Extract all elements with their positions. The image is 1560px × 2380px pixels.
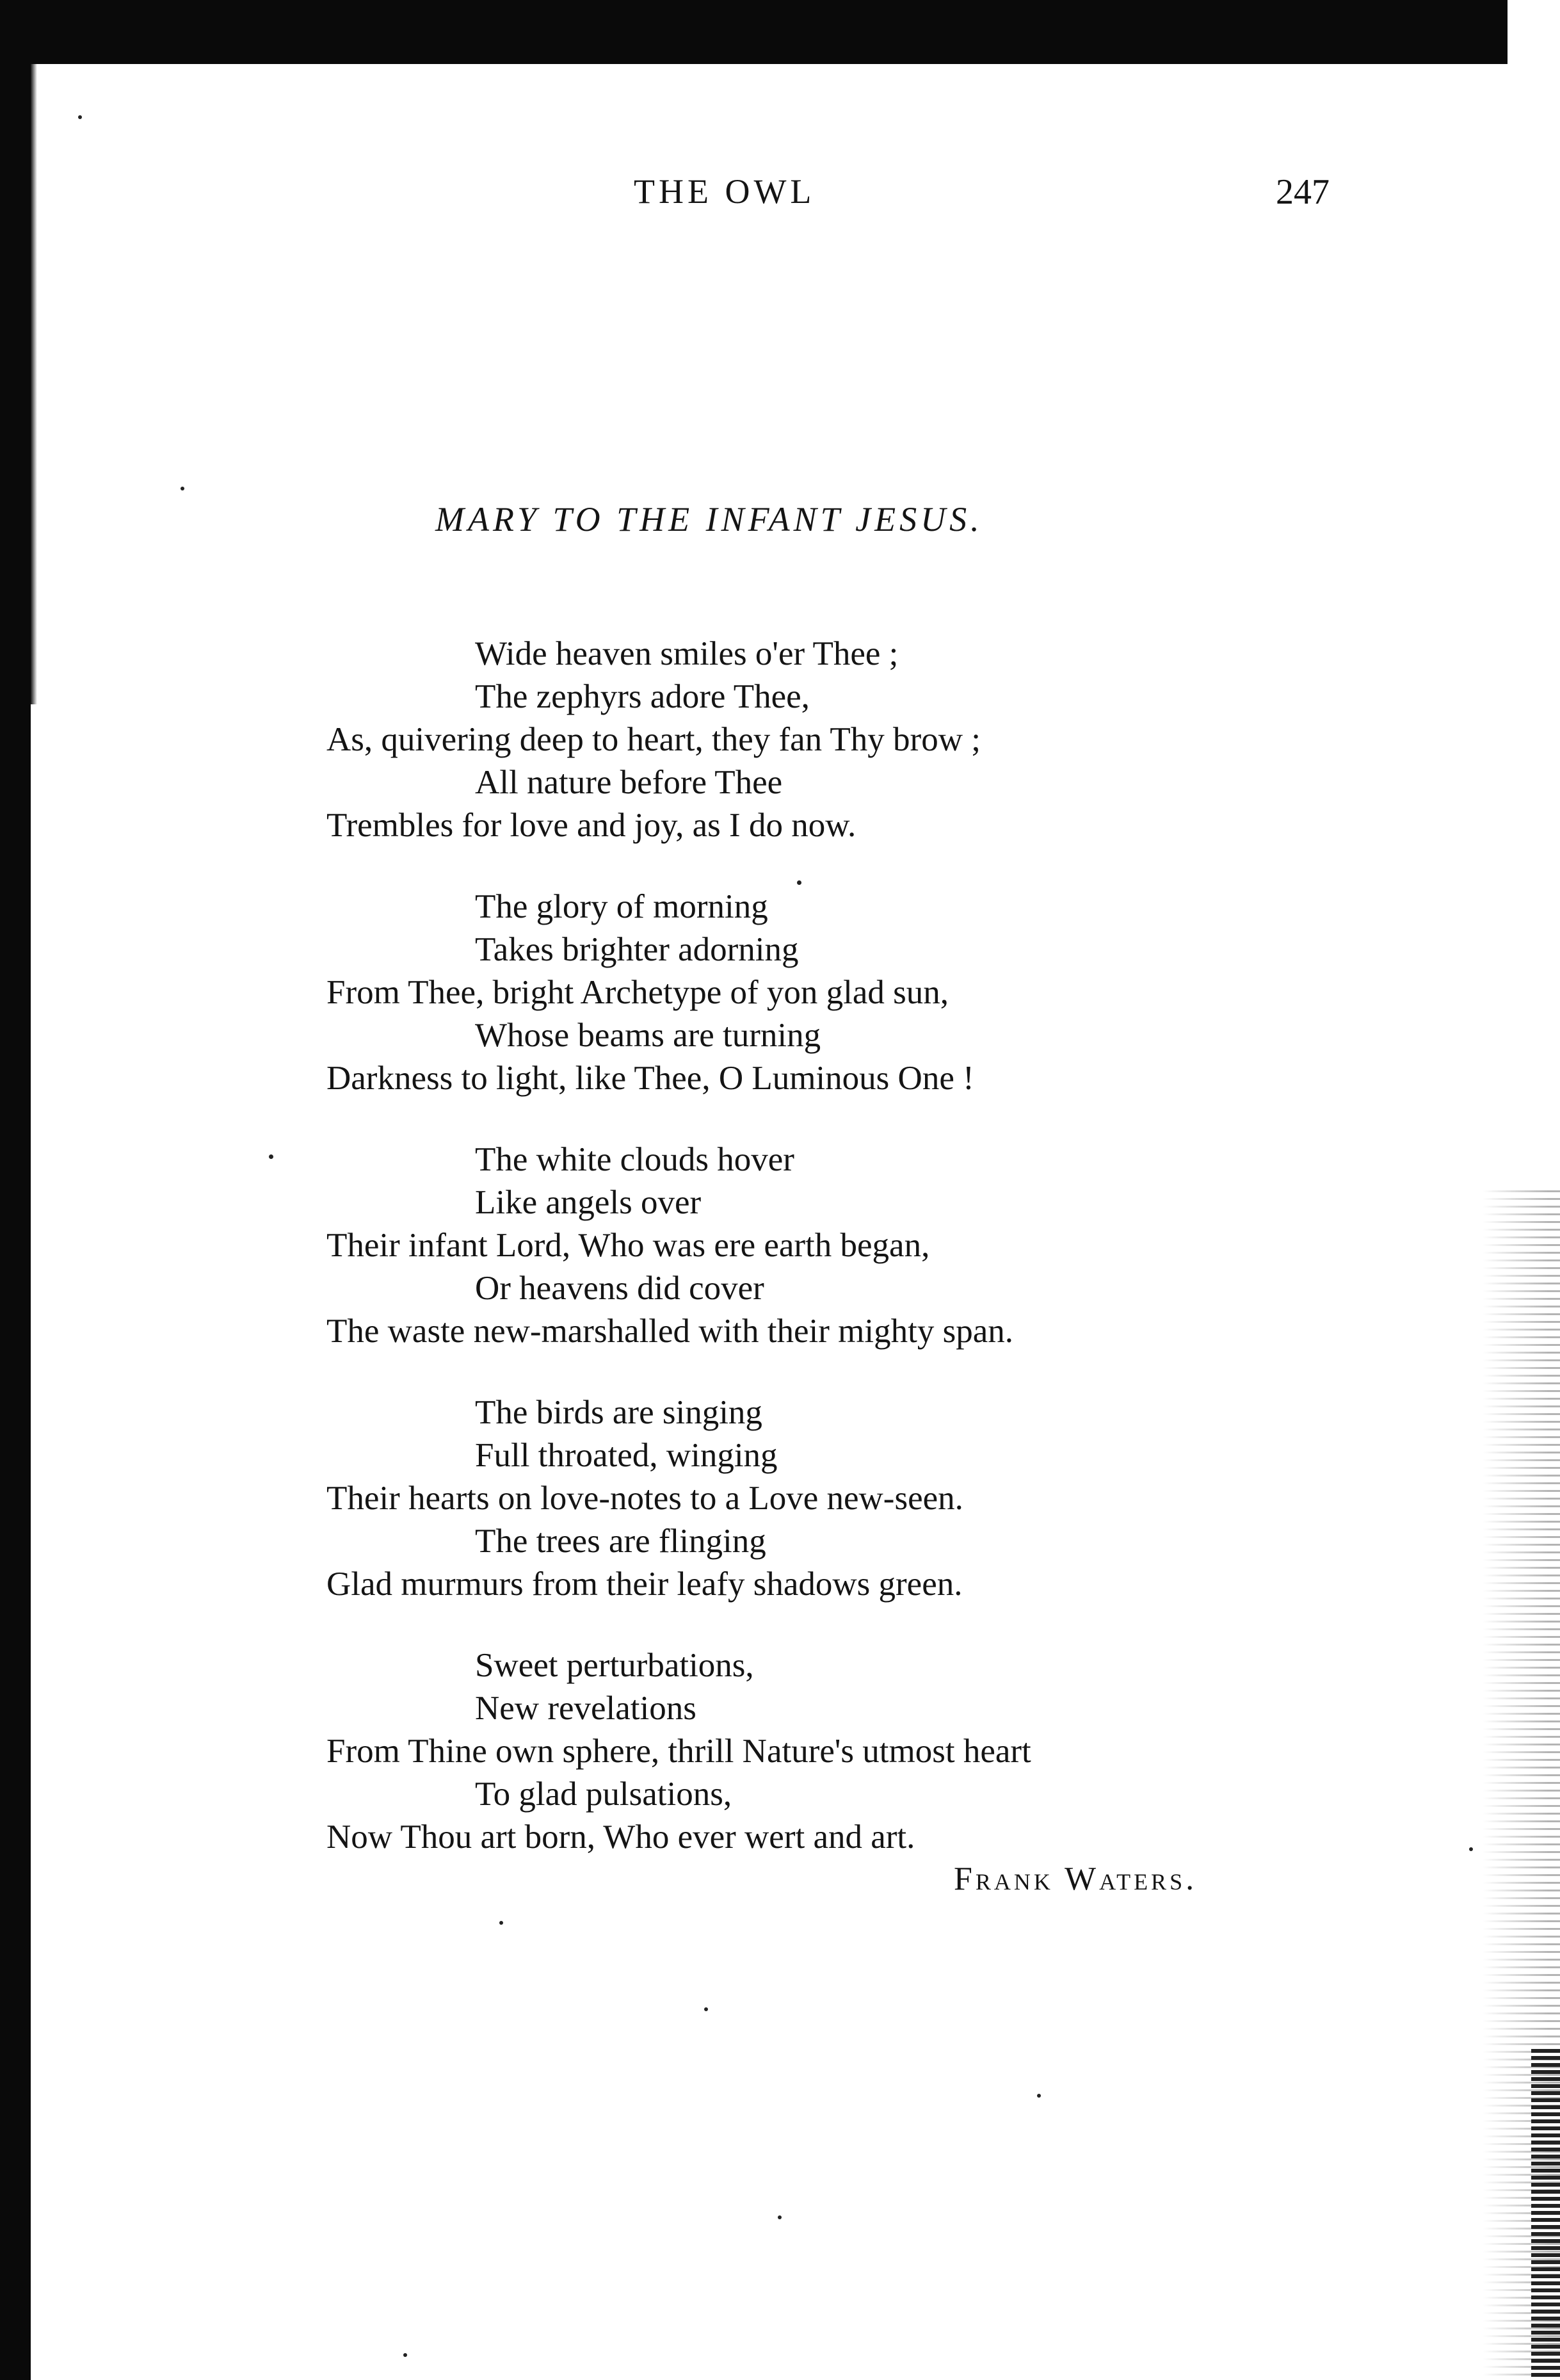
poem-title: MARY TO THE INFANT JESUS. (435, 500, 983, 538)
poem-line: The glory of morning (475, 888, 768, 925)
scan-speck (704, 2007, 708, 2011)
poem-line: The waste new-marshalled with their mighty span. (326, 1313, 1013, 1350)
poem-line: Darkness to light, like Thee, O Luminous One ! (326, 1060, 974, 1097)
scan-speck (181, 487, 184, 490)
scan-speck (269, 1154, 273, 1159)
poem-line: Whose beams are turning (475, 1017, 821, 1054)
poem-line: The birds are singing (475, 1394, 762, 1431)
scan-speck (78, 115, 82, 119)
scan-speck (1469, 1847, 1473, 1851)
scan-speck (797, 880, 801, 885)
poem-line: New revelations (475, 1690, 696, 1727)
poem-line: From Thine own sphere, thrill Nature's utmost heart (326, 1733, 1031, 1770)
scan-speck (1037, 2094, 1041, 2098)
poem-line: Their hearts on love-notes to a Love new-seen. (326, 1480, 963, 1517)
poem-line: As, quivering deep to heart, they fan Thy brow ; (326, 721, 981, 758)
running-head (0, 172, 1560, 216)
poem-line: The white clouds hover (475, 1141, 794, 1178)
running-title: THE OWL (634, 172, 816, 211)
scan-speck (499, 1921, 503, 1925)
poem-line: Trembles for love and joy, as I do now. (326, 807, 856, 844)
poem-line: Glad murmurs from their leafy shadows green. (326, 1566, 963, 1603)
author-signature: Frank Waters. (954, 1861, 1198, 1897)
poem-line: Like angels over (475, 1184, 702, 1221)
scan-speck (778, 2215, 782, 2219)
scan-edge-binding (1531, 2049, 1560, 2380)
poem-line: The zephyrs adore Thee, (475, 678, 810, 715)
poem-line: Full throated, winging (475, 1437, 778, 1474)
scan-border-shadow (31, 64, 37, 704)
poem-line: From Thee, bright Archetype of yon glad sun, (326, 974, 949, 1011)
poem-line: Takes brighter adorning (475, 931, 799, 968)
poem-line: Wide heaven smiles o'er Thee ; (475, 635, 899, 672)
poem-line: Now Thou art born, Who ever wert and art. (326, 1818, 915, 1856)
poem-line: To glad pulsations, (475, 1776, 732, 1813)
poem-line: All nature before Thee (475, 764, 783, 801)
poem-line: Or heavens did cover (475, 1270, 764, 1307)
scan-border-top (0, 0, 1508, 64)
poem-line: Their infant Lord, Who was ere earth began, (326, 1227, 930, 1264)
scan-border-left (0, 0, 31, 2380)
page-number: 247 (1276, 172, 1330, 212)
poem-line: The trees are flinging (475, 1523, 766, 1560)
poem-line: Sweet perturbations, (475, 1647, 754, 1684)
scan-speck (403, 2353, 407, 2357)
